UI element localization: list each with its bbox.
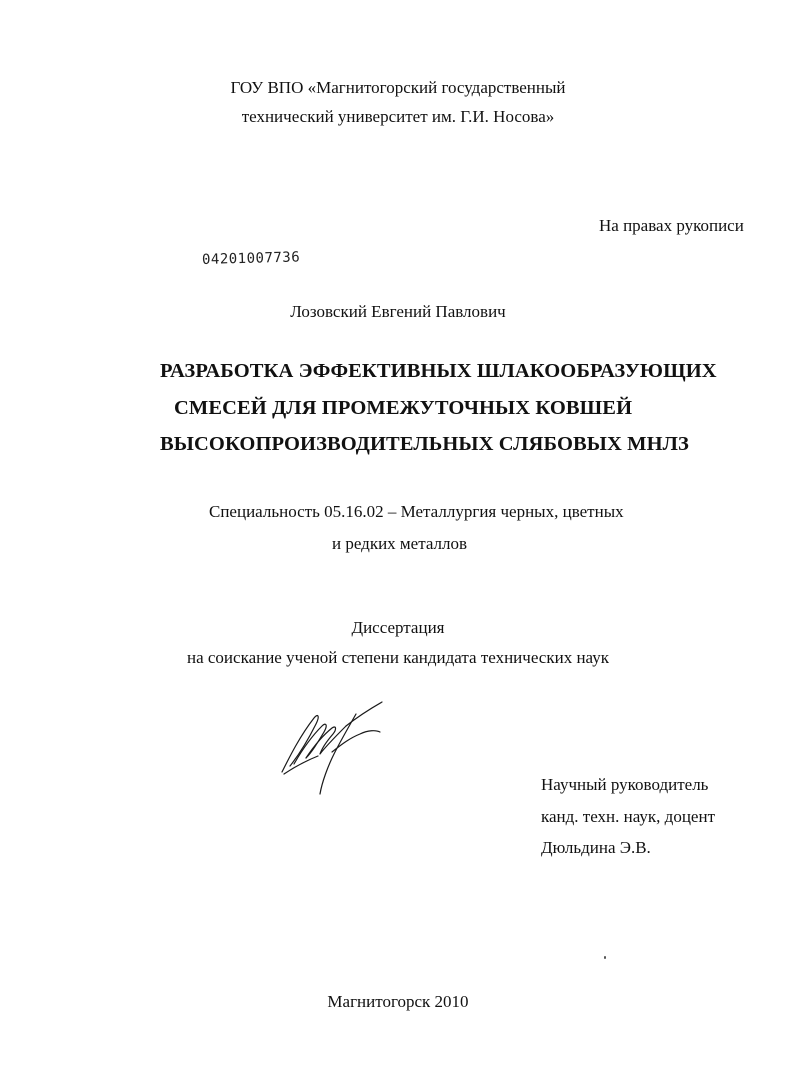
institution-line-2: технический университет им. Г.И. Носова»: [241, 107, 555, 126]
city-year: Магнитогорск 2010: [327, 992, 469, 1011]
title-line-1: РАЗРАБОТКА ЭФФЕКТИВНЫХ ШЛАКООБРАЗУЮЩИХ: [160, 360, 717, 382]
work-type-line-2: на соискание ученой степени кандидата технических наук: [186, 648, 609, 667]
supervisor-name: Дюльдина Э.В.: [541, 838, 651, 857]
institution-line-1: ГОУ ВПО «Магнитогорский государственный: [230, 78, 566, 97]
work-type-line-1: Диссертация: [351, 618, 445, 637]
signature-scribble: [276, 696, 396, 796]
rights-note: На правах рукописи: [599, 216, 744, 235]
author-name: Лозовский Евгений Павлович: [290, 302, 506, 321]
supervisor-degree: канд. техн. наук, доцент: [541, 807, 716, 826]
title-line-3: ВЫСОКОПРОИЗВОДИТЕЛЬНЫХ СЛЯБОВЫХ МНЛЗ: [160, 433, 689, 455]
specialty-line-1: Специальность 05.16.02 – Металлургия черных, цветных: [209, 502, 624, 521]
supervisor-role: Научный руководитель: [541, 775, 709, 794]
title-line-2: СМЕСЕЙ ДЛЯ ПРОМЕЖУТОЧНЫХ КОВШЕЙ: [174, 397, 633, 419]
scan-speck: [604, 956, 606, 959]
catalog-number-stamp: 04201007736: [201, 249, 301, 268]
specialty-line-2: и редких металлов: [332, 534, 468, 553]
